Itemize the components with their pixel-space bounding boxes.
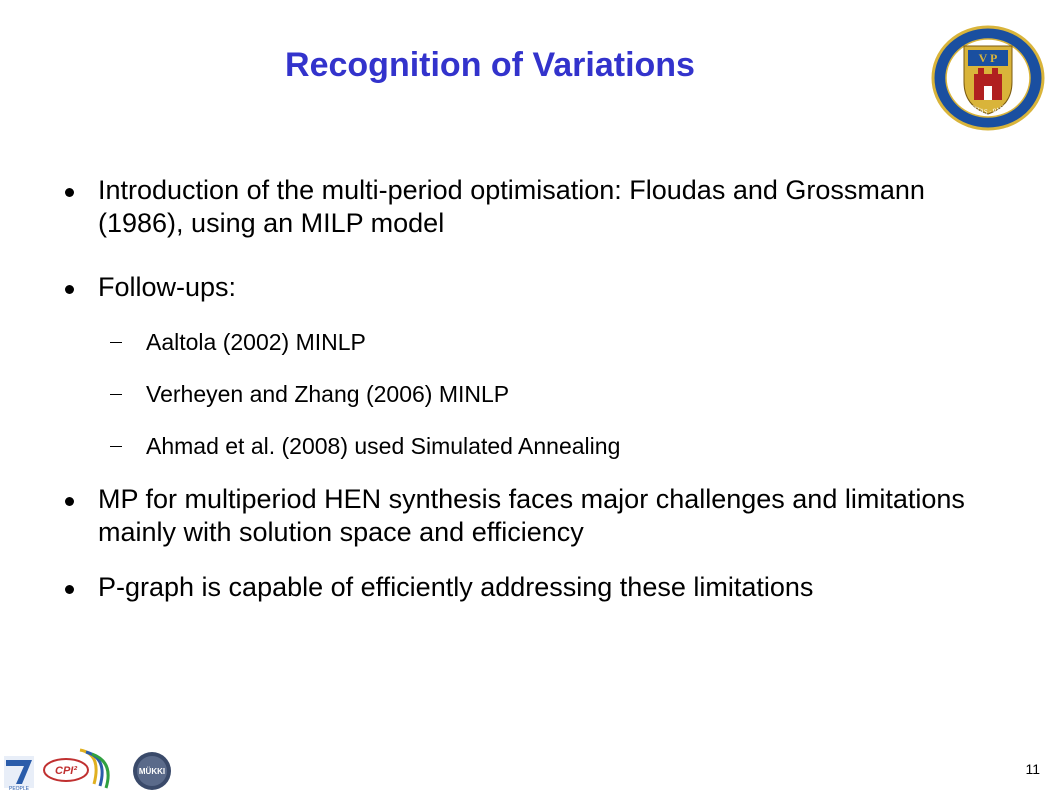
mukki-label: MÜKKI bbox=[138, 767, 166, 776]
slide-title: Recognition of Variations bbox=[285, 46, 695, 84]
sub-bullet-item bbox=[62, 328, 992, 356]
dash-bullet-icon bbox=[110, 446, 122, 447]
bullet-item bbox=[62, 483, 992, 549]
bullet-item bbox=[62, 571, 992, 604]
mukki-logo bbox=[133, 752, 171, 790]
dash-bullet-icon bbox=[110, 342, 122, 343]
bullet-dot-icon bbox=[65, 497, 74, 506]
sub-bullet-text: Aaltola (2002) MINLP bbox=[146, 329, 366, 355]
dash-bullet-icon bbox=[110, 394, 122, 395]
bullet-text: MP for multiperiod HEN synthesis faces major challenges and limitations mainly with solution space and efficiency bbox=[98, 484, 965, 547]
cpi-logo bbox=[44, 750, 108, 788]
cpi-label: CPI² bbox=[55, 765, 77, 777]
sub-bullet-text: Ahmad et al. (2008) used Simulated Annealing bbox=[146, 433, 621, 459]
sub-bullet-item bbox=[62, 380, 992, 408]
fp7-logo bbox=[4, 756, 34, 792]
page-number: 11 bbox=[1025, 761, 1040, 777]
bullet-dot-icon bbox=[65, 188, 74, 197]
crest-letters: V P bbox=[978, 51, 998, 65]
sub-bullet-text: Verheyen and Zhang (2006) MINLP bbox=[146, 381, 510, 407]
bullet-dot-icon bbox=[65, 285, 74, 294]
bullet-text: Introduction of the multi-period optimisation: Floudas and Grossmann (1986), using an MILP model bbox=[98, 175, 925, 238]
bullet-list bbox=[62, 174, 992, 604]
bullet-text: P-graph is capable of efficiently addressing these limitations bbox=[98, 572, 814, 602]
bullet-item bbox=[62, 271, 992, 304]
bullet-text: Follow-ups: bbox=[98, 272, 237, 302]
crest-motto: UNIVERSITAS · PANNONICA bbox=[948, 87, 1028, 117]
bullet-item bbox=[62, 174, 992, 240]
bullet-dot-icon bbox=[65, 585, 74, 594]
university-crest-logo bbox=[930, 24, 1046, 132]
partner-logos bbox=[2, 744, 176, 792]
sub-bullet-item bbox=[62, 432, 992, 460]
fp7-sublabel: PEOPLE bbox=[8, 786, 30, 792]
